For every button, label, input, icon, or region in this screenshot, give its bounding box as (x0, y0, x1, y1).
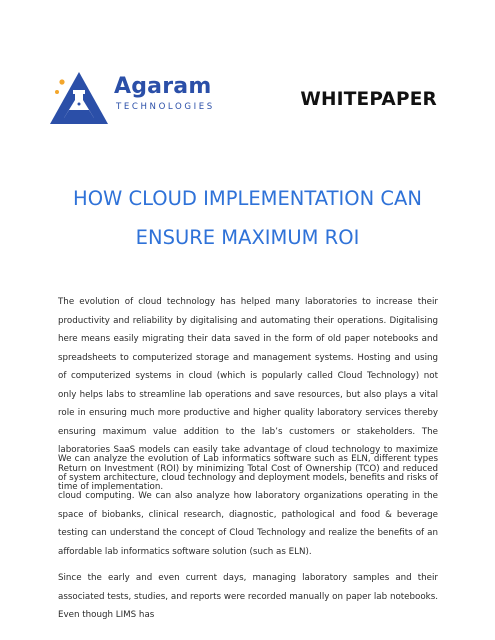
page-title-line-2: ENSURE MAXIMUM ROI (135, 226, 360, 249)
logo-wordmark: Agaram (114, 74, 212, 99)
page-title-line-1: HOW CLOUD IMPLEMENTATION CAN (73, 187, 422, 210)
body-paragraph-2: We can analyze the evolution of Lab informatics software such as ELN, different types of system architecture, cloud technology and deployment models, benefits and risks of cloud computing. We can also analyze how laboratory organizations operating in the space of biobanks, clinical research, diagnostic, pathological and food & beverage testing can understand the concept of Cloud Technology and realize the benefits of an affordable lab informatics software solution (such as ELN). (58, 454, 438, 557)
flask-icon (48, 70, 110, 126)
logo-tagline: TECHNOLOGIES (116, 102, 215, 112)
company-logo (48, 70, 218, 128)
body-paragraph-3: Since the early and even current days, managing laboratory samples and their associated tests, studies, and reports were recorded manually on paper lab notebooks. Even though LIMS has (58, 573, 438, 620)
document-type-label: WHITEPAPER (300, 89, 437, 110)
body-paragraph-1: The evolution of cloud technology has helped many laboratories to increase their productivity and reliability by digitalising and automating their operations. Digitalising here means easily migrating their data saved in the form of old paper notebooks and spreadsheets to computerized storage and management systems. Hosting and using of computerized systems in cloud (which is popularly called Cloud Technology) not only helps labs to streamline lab operations and save resources, but also plays a vital role in ensuring much more productive and higher quality laboratory services thereby ensuring maximum value addition to the lab’s customers or stakeholders. The laboratories SaaS models can easily take advantage of cloud technology to maximize Return on Investment (ROI) by minimizing Total Cost of Ownership (TCO) and reduced time of implementation. (58, 297, 438, 492)
